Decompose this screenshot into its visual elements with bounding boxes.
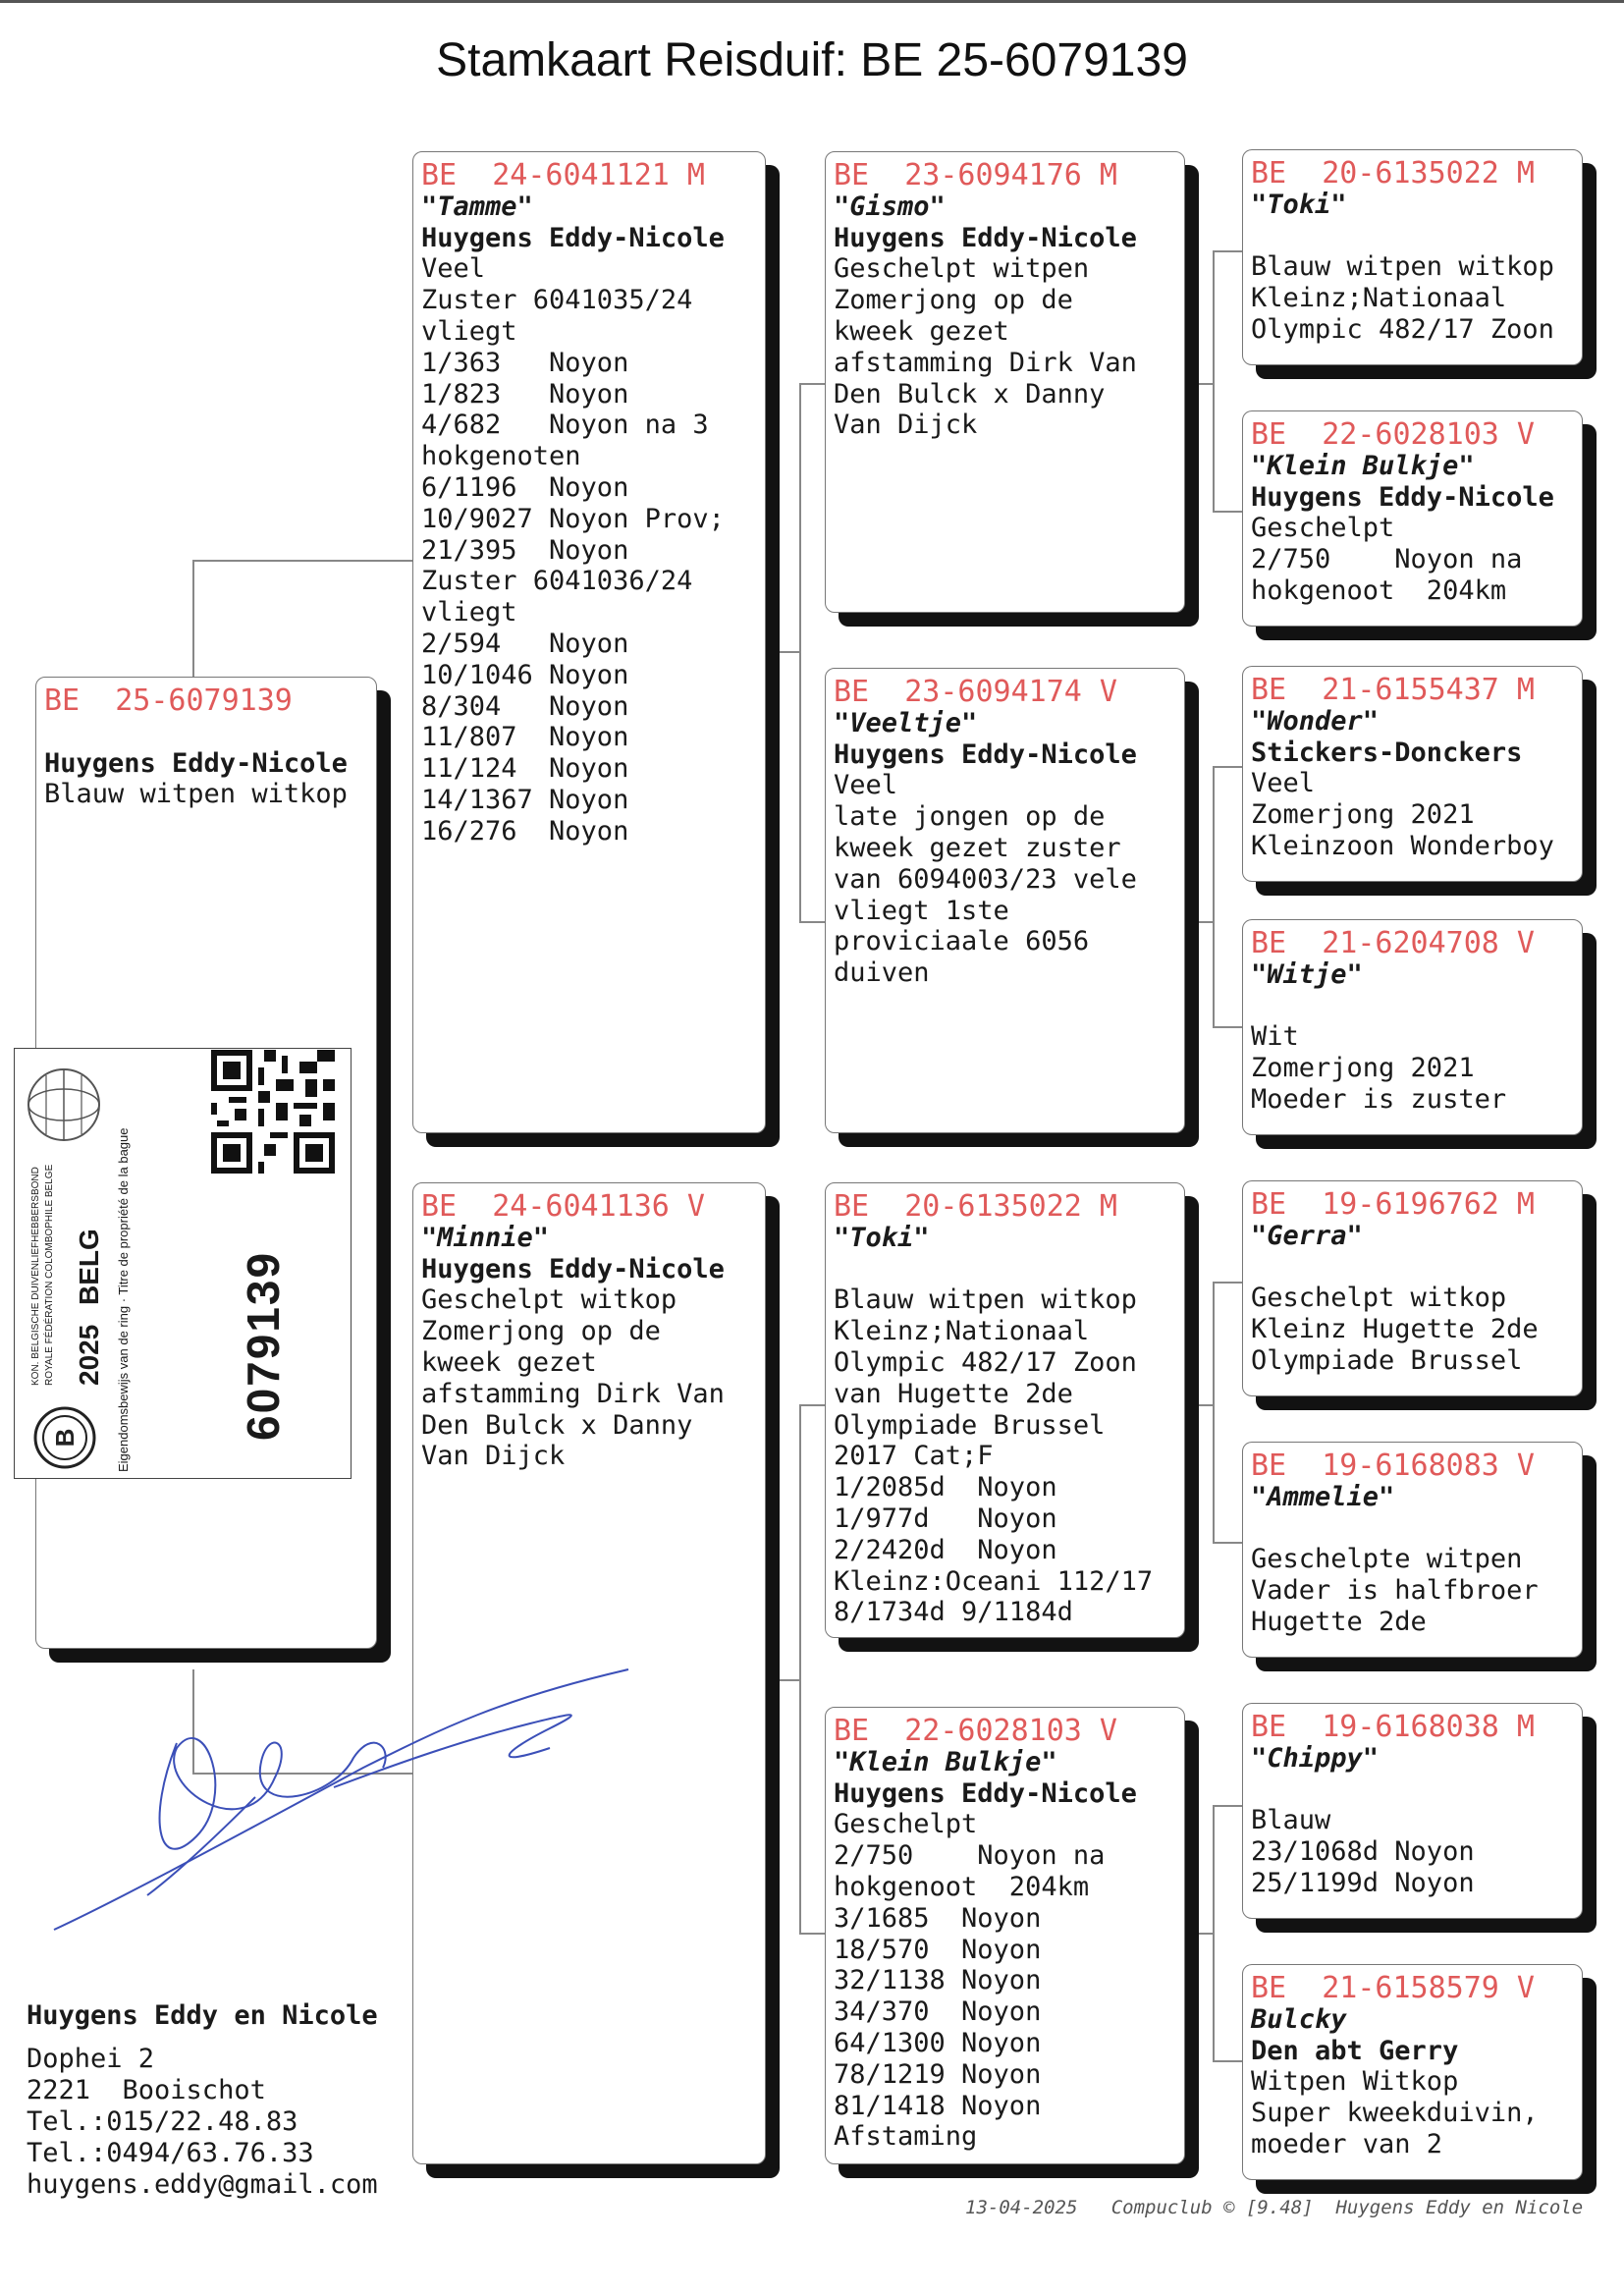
pigeon-name: "Gerra" (1251, 1220, 1363, 1251)
pigeon-name: "Ammelie" (1251, 1481, 1395, 1512)
info-line: 14/1367 Noyon (421, 784, 629, 815)
globe-logo-icon (23, 1064, 105, 1146)
info-line: 6/1196 Noyon (421, 471, 629, 503)
info-line: Veel (834, 770, 898, 801)
ring-number: BE 19-6196762 M (1251, 1187, 1535, 1222)
info-line: 8/1734d 9/1184d (834, 1597, 1073, 1628)
info-line: van 6094003/23 vele (834, 863, 1137, 895)
info-line: afstamming Dirk Van (421, 1378, 725, 1409)
ring-number: BE 21-6204708 V (1251, 926, 1535, 960)
federation-logo-icon (30, 1403, 99, 1472)
info-line: Afstaming (834, 2121, 978, 2153)
breeder: Huygens Eddy-Nicole (834, 222, 1137, 253)
ring-number: BE 21-6155437 M (1251, 673, 1535, 707)
blank-line (1251, 1775, 1574, 1806)
info-line: Den Bulck x Danny (834, 378, 1106, 410)
ring-number-large: 6079139 (238, 1250, 289, 1441)
info-line: 81/1418 Noyon (834, 2090, 1042, 2121)
breeder: Huygens Eddy-Nicole (44, 747, 348, 779)
info-line: 10/9027 Noyon Prov; (421, 503, 725, 534)
blank-line (1251, 991, 1574, 1022)
breeder: Den abt Gerry (1251, 2035, 1459, 2066)
info-line: Vader is halfbroer (1251, 1575, 1539, 1607)
info-line: afstamming Dirk Van (834, 347, 1137, 378)
pigeon-card-dam-dam-dam (1242, 1964, 1583, 2180)
info-line: proviciaale 6056 (834, 926, 1090, 957)
info-line: kweek gezet zuster (834, 832, 1121, 863)
pigeon-name: "Witje" (1251, 958, 1363, 990)
info-line: 1/363 Noyon (421, 347, 629, 378)
ring-number: BE 23-6094176 M (834, 158, 1117, 192)
info-line: Wit (1251, 1021, 1299, 1053)
info-line: 18/570 Noyon (834, 1934, 1042, 1965)
info-line: Zuster 6041035/24 (421, 285, 693, 316)
stamp-country: BELG (74, 1229, 104, 1305)
info-line: hokgenoten (421, 441, 581, 472)
blank-line (1251, 1252, 1574, 1284)
ring-number: BE 21-6158579 V (1251, 1971, 1535, 2005)
info-line: Zuster 6041036/24 (421, 566, 693, 597)
pigeon-name: "Klein Bulkje" (834, 1746, 1057, 1777)
pigeon-name: "Gismo" (834, 191, 946, 222)
info-line: 2/750 Noyon na (1251, 544, 1523, 575)
info-line: kweek gezet (834, 315, 1009, 347)
blank-line (1251, 1513, 1574, 1545)
info-line: vliegt (421, 597, 517, 628)
info-line: Olympic 482/17 Zoon (1251, 313, 1554, 345)
stamp-ownership-text: Eigendomsbewijs van de ring · Titre de propriété de la bague (116, 1127, 131, 1472)
signature-icon (39, 1650, 648, 1964)
info-line: Blauw (1251, 1805, 1331, 1836)
info-line: 34/370 Noyon (834, 1996, 1042, 2028)
ring-number: BE 25-6079139 (44, 683, 293, 718)
ring-number: BE 20-6135022 M (1251, 156, 1535, 191)
info-line: Zomerjong op de (421, 1316, 661, 1347)
ring-number: BE 23-6094174 V (834, 675, 1117, 709)
ring-number: BE 20-6135022 M (834, 1189, 1117, 1224)
pigeon-card-dam-sire-sire (1242, 1180, 1583, 1396)
svg-text:B: B (50, 1428, 80, 1448)
info-line: 2/594 Noyon (421, 628, 629, 659)
info-line: 25/1199d Noyon (1251, 1867, 1475, 1898)
info-line: Super kweekduivin, (1251, 2098, 1539, 2129)
info-line: hokgenoot 204km (834, 1871, 1090, 1902)
phone-line: Tel.:015/22.48.83 (27, 2106, 298, 2137)
info-line: Kleinz:Oceani 112/17 (834, 1565, 1154, 1597)
stamp-federation-nl: KON. BELGISCHE DUIVENLIEFHEBBERSBOND (30, 1167, 41, 1386)
info-line: 4/682 Noyon na 3 (421, 410, 709, 441)
info-line: Geschelpt witkop (1251, 1283, 1507, 1314)
info-line: Van Dijck (421, 1441, 566, 1472)
info-line: 10/1046 Noyon (421, 659, 629, 690)
pigeon-card-sire-dam (825, 668, 1185, 1133)
pigeon-name: "Chippy" (1251, 1742, 1380, 1774)
pigeon-card-sire-dam-dam (1242, 919, 1583, 1135)
pigeon-name: "Klein Bulkje" (1251, 450, 1475, 481)
pigeon-card-sire-sire-sire (1242, 149, 1583, 365)
info-line: Olympic 482/17 Zoon (834, 1346, 1137, 1378)
info-line: Geschelpte witpen (1251, 1544, 1523, 1575)
info-line: 1/823 Noyon (421, 378, 629, 410)
info-line: 23/1068d Noyon (1251, 1836, 1475, 1868)
owner-name: Huygens Eddy en Nicole (27, 2000, 378, 2031)
ring-number: BE 22-6028103 V (834, 1714, 1117, 1748)
pigeon-name: "Toki" (1251, 189, 1347, 220)
ring-ownership-stamp (14, 1048, 352, 1479)
info-line: late jongen op de (834, 801, 1106, 833)
info-line: 1/977d Noyon (834, 1503, 1057, 1534)
info-line: Geschelpt witpen (834, 253, 1090, 285)
pigeon-card-dam-sire (825, 1182, 1185, 1638)
info-line: moeder van 2 (1251, 2128, 1443, 2159)
pigeon-card-dam-sire-dam (1242, 1442, 1583, 1658)
stamp-year: 2025 (74, 1324, 104, 1386)
pigeon-name: "Toki" (834, 1222, 930, 1253)
info-line: Blauw witpen witkop (834, 1284, 1137, 1316)
info-line: Geschelpt (834, 1809, 978, 1840)
ring-number: BE 19-6168083 V (1251, 1448, 1535, 1483)
address-line: 2221 Booischot (27, 2075, 266, 2105)
info-line: Blauw witpen witkop (1251, 251, 1554, 283)
info-line: Zomerjong op de (834, 285, 1073, 316)
pigeon-card-sire-sire-dam (1242, 410, 1583, 627)
info-line: 2/750 Noyon na (834, 1840, 1106, 1872)
info-line: 2017 Cat;F (834, 1441, 994, 1472)
info-line: 21/395 Noyon (421, 534, 629, 566)
info-line: Zomerjong 2021 (1251, 1053, 1475, 1084)
breeder: Huygens Eddy-Nicole (834, 1777, 1137, 1809)
info-line: Olympiade Brussel (834, 1409, 1106, 1441)
pigeon-card-sire-dam-sire (1242, 666, 1583, 882)
info-line: vliegt 1ste (834, 895, 1009, 926)
info-line: 1/2085d Noyon (834, 1472, 1057, 1503)
info-line: 64/1300 Noyon (834, 2027, 1042, 2058)
page-title: Stamkaart Reisduif: BE 25-6079139 (436, 34, 1188, 86)
info-line: hokgenoot 204km (1251, 574, 1507, 606)
blank-line (1251, 221, 1574, 252)
phone-line: Tel.:0494/63.76.33 (27, 2138, 314, 2168)
email-line: huygens.eddy@gmail.com (27, 2169, 378, 2200)
info-line: Olympiade Brussel (1251, 1344, 1523, 1376)
info-line: van Hugette 2de (834, 1378, 1073, 1409)
info-line: 2/2420d Noyon (834, 1534, 1057, 1565)
info-line: Kleinz Hugette 2de (1251, 1314, 1539, 1345)
info-line: vliegt (421, 315, 517, 347)
owner-address (27, 2000, 378, 2201)
info-line: Blauw witpen witkop (44, 779, 348, 810)
qr-code-icon (211, 1050, 335, 1174)
info-line: Moeder is zuster (1251, 1083, 1507, 1115)
info-line: duiven (834, 957, 930, 989)
pigeon-card-dam-dam (825, 1707, 1185, 2164)
top-border (0, 0, 1624, 3)
info-line: 16/276 Noyon (421, 815, 629, 847)
info-line: Kleinz;Nationaal (1251, 283, 1507, 314)
address-line: Dophei 2 (27, 2044, 155, 2074)
pigeon-card-dam-dam-sire (1242, 1703, 1583, 1919)
pigeon-name: "Wonder" (1251, 705, 1380, 737)
info-line: 11/124 Noyon (421, 753, 629, 785)
stamp-federation-fr: ROYALE FÉDÉRATION COLOMBOPHILE BELGE (44, 1164, 55, 1386)
info-line: 32/1138 Noyon (834, 1965, 1042, 1996)
breeder: Stickers-Donckers (1251, 737, 1523, 768)
breeder: Huygens Eddy-Nicole (834, 738, 1137, 770)
ring-number: BE 19-6168038 M (1251, 1710, 1535, 1744)
breeder: Huygens Eddy-Nicole (1251, 481, 1554, 513)
pigeon-card-sire (412, 151, 766, 1133)
ring-number: BE 24-6041136 V (421, 1189, 705, 1224)
info-line: Geschelpt witkop (421, 1284, 677, 1316)
info-line: Van Dijck (834, 410, 978, 441)
info-line: Geschelpt (1251, 513, 1395, 544)
info-line: 8/304 Noyon (421, 690, 629, 722)
blank-line (834, 1254, 1176, 1285)
blank-line (44, 717, 368, 748)
footer-credits: 13-04-2025 Compuclub © [9.48] Huygens Eddy en Nicole (965, 2197, 1584, 2218)
info-line: 11/807 Noyon (421, 722, 629, 753)
info-line: Witpen Witkop (1251, 2066, 1459, 2098)
pigeon-name: "Minnie" (421, 1222, 550, 1253)
info-line: 78/1219 Noyon (834, 2058, 1042, 2090)
ring-number: BE 22-6028103 V (1251, 417, 1535, 452)
breeder: Huygens Eddy-Nicole (421, 222, 725, 253)
pigeon-name: Bulcky (1251, 2003, 1347, 2035)
pigeon-name: "Veeltje" (834, 707, 978, 738)
ring-number: BE 24-6041121 M (421, 158, 705, 192)
info-line: Veel (1251, 768, 1316, 799)
info-line: Hugette 2de (1251, 1606, 1427, 1637)
pigeon-card-sire-sire (825, 151, 1185, 613)
info-line: Zomerjong 2021 (1251, 799, 1475, 831)
info-line: kweek gezet (421, 1346, 597, 1378)
info-line: Kleinz;Nationaal (834, 1316, 1090, 1347)
info-line: Den Bulck x Danny (421, 1409, 693, 1441)
pigeon-name: "Tamme" (421, 191, 533, 222)
info-line: Veel (421, 253, 486, 285)
breeder: Huygens Eddy-Nicole (421, 1253, 725, 1284)
info-line: Kleinzoon Wonderboy (1251, 830, 1554, 861)
info-line: 3/1685 Noyon (834, 1902, 1042, 1934)
